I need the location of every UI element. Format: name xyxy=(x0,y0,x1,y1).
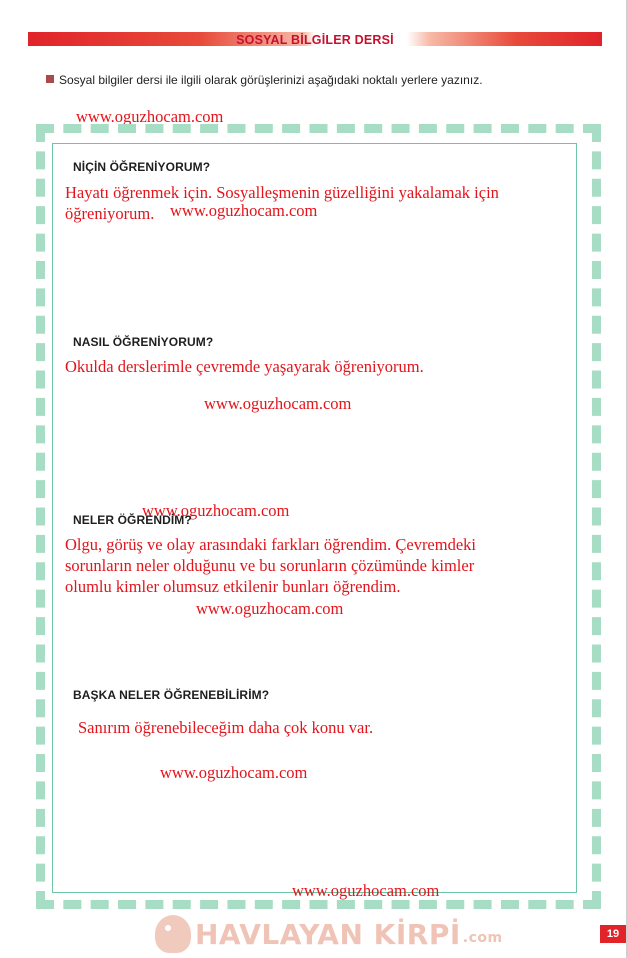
page-title: SOSYAL BİLGİLER DERSİ xyxy=(236,33,394,47)
hedgehog-icon xyxy=(155,915,191,953)
answer-line: Sanırım öğrenebileceğim daha çok konu var. xyxy=(78,718,374,737)
question-heading: NASIL ÖĞRENİYORUM? xyxy=(73,335,214,349)
answer-line: olumlu kimler olumsuz etkilenir bunları öğrendim. xyxy=(65,577,401,596)
watermark: www.oguzhocam.com xyxy=(160,763,308,782)
page-number: 19 xyxy=(600,925,626,943)
instruction-label: Sosyal bilgiler dersi ile ilgili olarak görüşlerinizi aşağıdaki noktalı yerlere yazınız. xyxy=(59,73,483,87)
answer-line: sorunların neler olduğunu ve bu sorunların çözümünde kimler xyxy=(65,556,475,575)
footer-logo xyxy=(155,914,503,954)
answer-line: Olgu, görüş ve olay arasındaki farkları öğrendim. Çevremdeki xyxy=(65,535,477,554)
question-heading: NELER ÖĞRENDİM? xyxy=(73,513,192,527)
answer-line: Hayatı öğrenmek için. Sosyalleşmenin güzelliğini yakalamak için xyxy=(65,183,499,202)
answer-line: öğreniyorum. xyxy=(65,204,155,223)
watermark: www.oguzhocam.com xyxy=(76,107,224,126)
question-heading: NİÇİN ÖĞRENİYORUM? xyxy=(73,160,211,174)
footer-logo-text: HAVLAYAN KİRPİ xyxy=(195,917,461,951)
watermark: www.oguzhocam.com xyxy=(292,881,440,900)
footer-logo-suffix: .com xyxy=(462,930,503,946)
watermark: www.oguzhocam.com xyxy=(204,394,352,413)
watermark: www.oguzhocam.com xyxy=(196,599,344,618)
bullet-square-icon xyxy=(46,75,54,83)
instruction-text xyxy=(46,73,483,87)
watermark: www.oguzhocam.com xyxy=(170,201,318,220)
question-heading: BAŞKA NELER ÖĞRENEBİLİRİM? xyxy=(73,688,270,702)
answer-line: Okulda derslerimle çevremde yaşayarak öğreniyorum. xyxy=(65,357,424,376)
watermark: www.oguzhocam.com xyxy=(142,501,290,520)
